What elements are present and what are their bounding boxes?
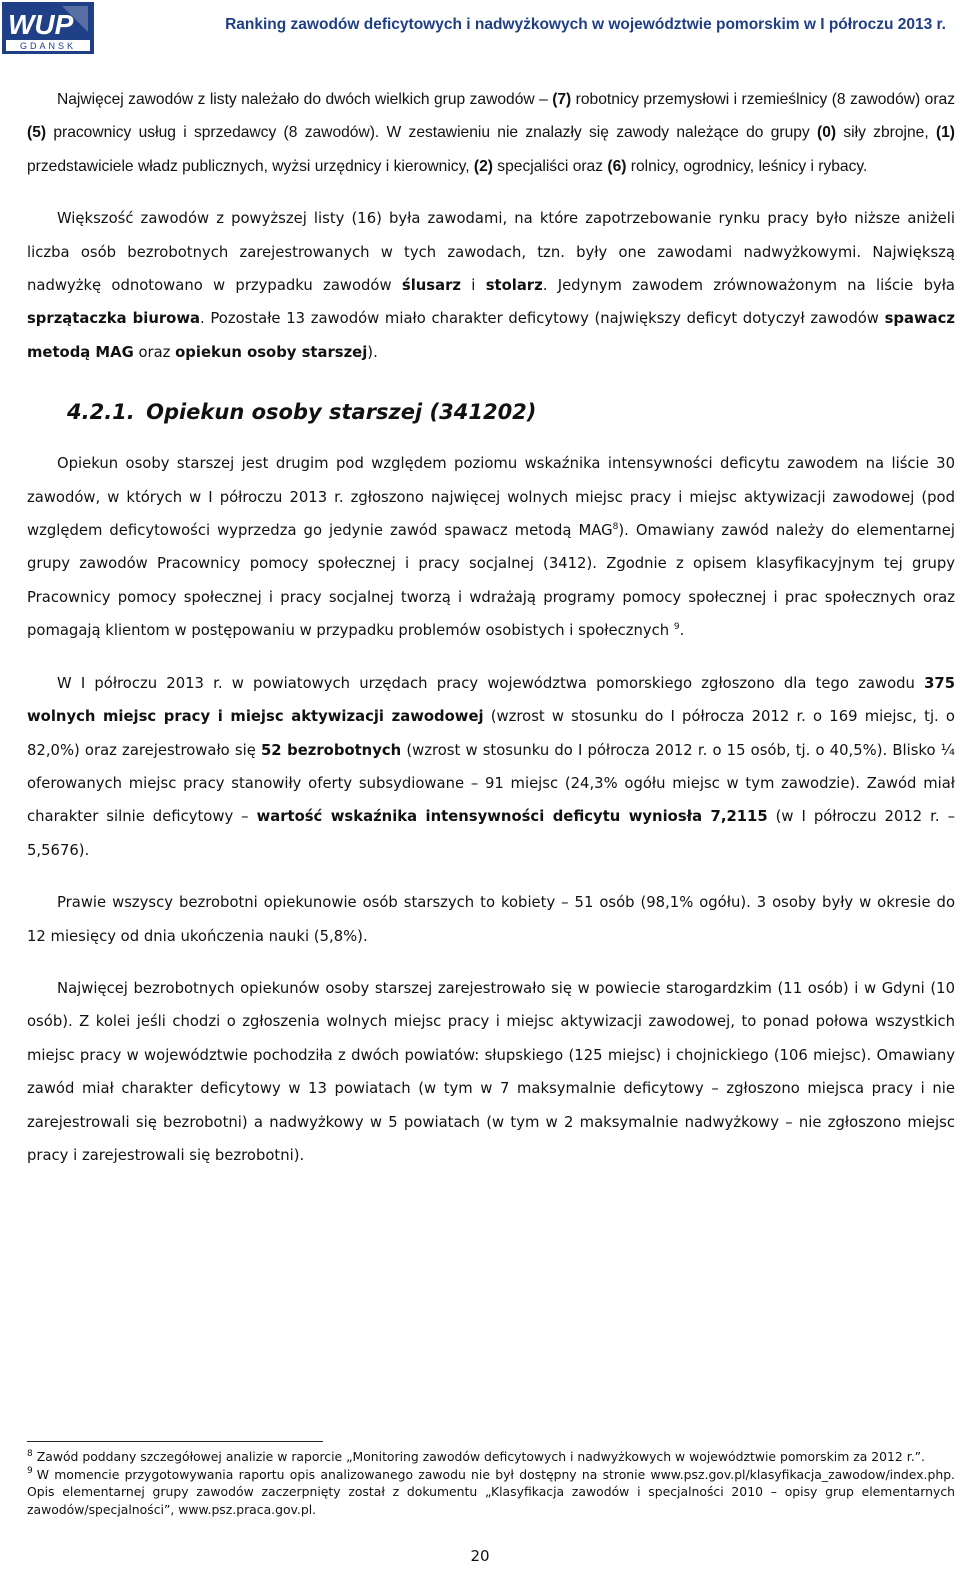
page-header: [0, 0, 960, 60]
svg-text:GDANSK: GDANSK: [19, 41, 77, 51]
section-number: 4.2.1.: [67, 400, 135, 425]
paragraph-groups: Najwięcej zawodów z listy należało do dwóch wielkich grup zawodów – (7) robotnicy przemysłowi i rzemieślnicy (8 zawodów) oraz (5) pracownicy usług i sprzedawcy (8 zawodów). W zestawieniu nie znalazły się zawody należące do grupy (0) siły zbrojne, (1) przedstawiciele władz publicznych, wyżsi urzędnicy i kierownicy, (2) specjaliści oraz (6) rolnicy, ogrodnicy, leśnicy i rybacy.: [27, 91, 956, 175]
page-content: [27, 83, 955, 1172]
footnote-ref-8[interactable]: 8: [612, 522, 619, 533]
paragraph-description: Opiekun osoby starszej jest drugim pod względem poziomu wskaźnika intensywności deficytu zawodem na liście 30 zawodów, w których w I półroczu 2013 r. zgłoszono najwięcej wolnych miejsc pracy i miejsc aktywizacji zawodowej (pod względem deficytowości wyprzedza go jedynie zawód spawacz metodą MAG$^8$). Omawiany zawód należy do elementarnej grupy zawodów Pracownicy pomocy społecznej i pracy socjalnej (3412). Zgodnie z opisem klasyfikacyjnym tej grupy Pracownicy pomocy społecznej i pracy socjalnej tworzą i wdrażają programy pomocy społecznej i prac społecznych oraz pomagają klientom w postępowaniu w przypadku problemów osobistych i społecznych $^9$.: [27, 455, 955, 640]
paragraph-surplus: Większość zawodów z powyższej listy (16) była zawodami, na które zapotrzebowanie rynku pracy było niższe aniżeli liczba osób bezrobotnych zarejestrowanych w tych zawodach, tzn. były one zawodami nadwyżkowymi. Największą nadwyżkę odnotowano w przypadku zawodów ślusarz i stolarz. Jedynym zawodem zrównoważonym na liście była sprzątaczka biurowa. Pozostałe 13 zawodów miało charakter deficytowy (największy deficyt dotyczył zawodów spawacz metodą MAG oraz opiekun osoby starszej).: [27, 210, 955, 361]
paragraph-statistics: W I półroczu 2013 r. w powiatowych urzędach pracy województwa pomorskiego zgłoszono dla tego zawodu 375 wolnych miejsc pracy i miejsc aktywizacji zawodowej (wzrost w stosunku do I półrocza 2012 r. o 169 miejsc, tj. o 82,0%) oraz zarejestrowało się 52 bezrobotnych (wzrost w stosunku do I półrocza 2012 r. o 15 osób, tj. o 40,5%). Blisko ¼ oferowanych miejsc pracy stanowiły oferty subsydiowane – 91 miejsc (24,3% ogółu miejsc w tym zawodzie). Zawód miał charakter silnie deficytowy – wartość wskaźnika intensywności deficytu wyniosła 7,2115 (w I półroczu 2012 r. – 5,5676).: [27, 674, 955, 859]
section-heading: [67, 397, 955, 427]
section-title: Opiekun osoby starszej (341202): [146, 400, 537, 425]
footnote-8: $^8$ Zawód poddany szczegółowej analizie w raporcie „Monitoring zawodów deficytowych i nadwyżkowych w województwie pomorskim za 2012 r.”.: [27, 1448, 925, 1464]
footnote-ref-9[interactable]: 9: [673, 622, 680, 633]
page-number: 20: [470, 1547, 490, 1565]
svg-text:WUP: WUP: [8, 9, 74, 40]
wup-gdansk-logo: [2, 2, 94, 54]
paragraph-regions: Najwięcej bezrobotnych opiekunów osoby starszej zarejestrowało się w powiecie starogardzkim (11 osób) i w Gdyni (10 osób). Z kolei jeśli chodzi o zgłoszenia wolnych miejsc pracy i miejsc aktywizacji zawodowej, to ponad połowa wszystkich miejsc pracy w województwie pochodziła z dwóch powiatów: słupskiego (125 miejsc) i chojnickiego (106 miejsc). Omawiany zawód miał charakter deficytowy w 13 powiatach (w tym w 7 maksymalnie deficytowy – zgłoszono miejsca pracy i nie zarejestrowali się bezrobotni) a nadwyżkowy w 5 powiatach (w tym w 2 maksymalnie nadwyżkowy – nie zgłoszono miejsc pracy i zarejestrowali się bezrobotni).: [27, 979, 955, 1164]
footnotes: [27, 1448, 955, 1518]
footnote-9: $^9$ W momencie przygotowywania raportu opis analizowanego zawodu nie był dostępny na stronie www.psz.gov.pl/klasyfikacja_zawodow/index.php. Opis elementarnej grupy zawodów zaczerpnięty został z dokumentu „Klasyfikacja zawodów i specjalności 2010 – opisy grup elementarnych zawodów/specjalności”, www.psz.praca.gov.pl.: [27, 1466, 955, 1517]
footnote-divider: [27, 1441, 323, 1442]
paragraph-demographics: Prawie wszyscy bezrobotni opiekunowie osób starszych to kobiety – 51 osób (98,1% ogółu). 3 osoby były w okresie do 12 miesięcy od dnia ukończenia nauki (5,8%).: [27, 894, 955, 945]
header-title: Ranking zawodów deficytowych i nadwyżkowych w województwie pomorskim w I półroczu 2013 r.: [225, 16, 946, 33]
